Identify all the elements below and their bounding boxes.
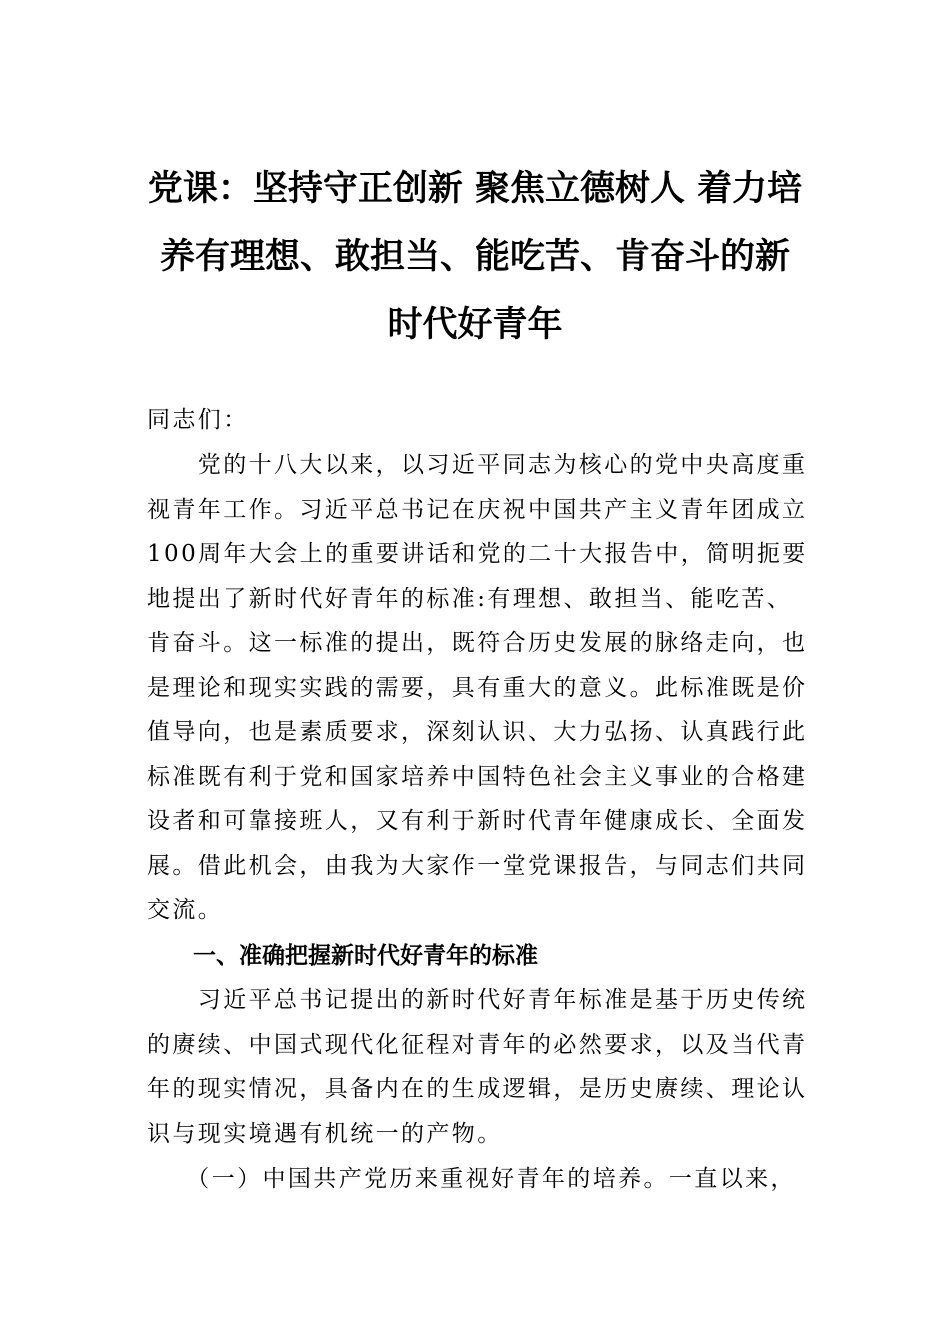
document-title — [140, 155, 810, 359]
paragraph-line: 肯奋斗。这一标准的提出，既符合历史发展的脉络走向，也 — [147, 630, 808, 656]
paragraph-line: 是理论和现实实践的需要，具有重大的意义。此标准既是价 — [147, 674, 808, 701]
title-line: 养有理想、敢担当、能吃苦、肯奋斗的新 — [159, 236, 790, 277]
salutation-text: 同志们： — [147, 407, 249, 433]
paragraph-line: （一）中国共产党历来重视好青年的培养。一直以来， — [147, 1166, 796, 1192]
salutation — [147, 398, 817, 443]
section-paragraph — [147, 978, 817, 1156]
paragraph-line: 识与现实境遇有机统一的产物。 — [147, 1120, 503, 1147]
paragraph-line: 地提出了新时代好青年的标准:有理想、敢担当、能吃苦、 — [147, 585, 793, 612]
intro-paragraph — [147, 443, 817, 933]
subsection-paragraph — [147, 1157, 817, 1202]
paragraph-line: 交流。 — [147, 897, 224, 923]
title-line: 时代好青年 — [387, 304, 563, 345]
paragraph-line: 展。借此机会，由我为大家作一堂党课报告，与同志们共同 — [147, 852, 808, 879]
section-heading: 一、准确把握新时代好青年的标准 — [147, 943, 538, 969]
paragraph-line: 党的十八大以来，以习近平同志为核心的党中央高度重 — [147, 452, 808, 478]
paragraph-line: 的赓续、中国式现代化征程对青年的必然要求，以及当代青 — [147, 1031, 808, 1058]
paragraph-line: 习近平总书记提出的新时代好青年标准是基于历史传统 — [147, 987, 808, 1013]
paragraph-line: 值导向，也是素质要求，深刻认识、大力弘扬、认真践行此 — [147, 719, 808, 745]
paragraph-line: 年的现实情况，具备内在的生成逻辑，是历史赓续、理论认 — [147, 1076, 808, 1102]
paragraph-line: 标准既有利于党和国家培养中国特色社会主义事业的合格建 — [147, 763, 808, 790]
paragraph-line: 设者和可靠接班人，又有利于新时代青年健康成长、全面发 — [147, 808, 808, 834]
paragraph-line: 100周年大会上的重要讲话和党的二十大报告中，简明扼要 — [147, 541, 808, 567]
title-line: 党课：坚持守正创新 聚焦立德树人 着力培 — [147, 168, 803, 209]
paragraph-line: 视青年工作。习近平总书记在庆祝中国共产主义青年团成立 — [147, 496, 808, 523]
